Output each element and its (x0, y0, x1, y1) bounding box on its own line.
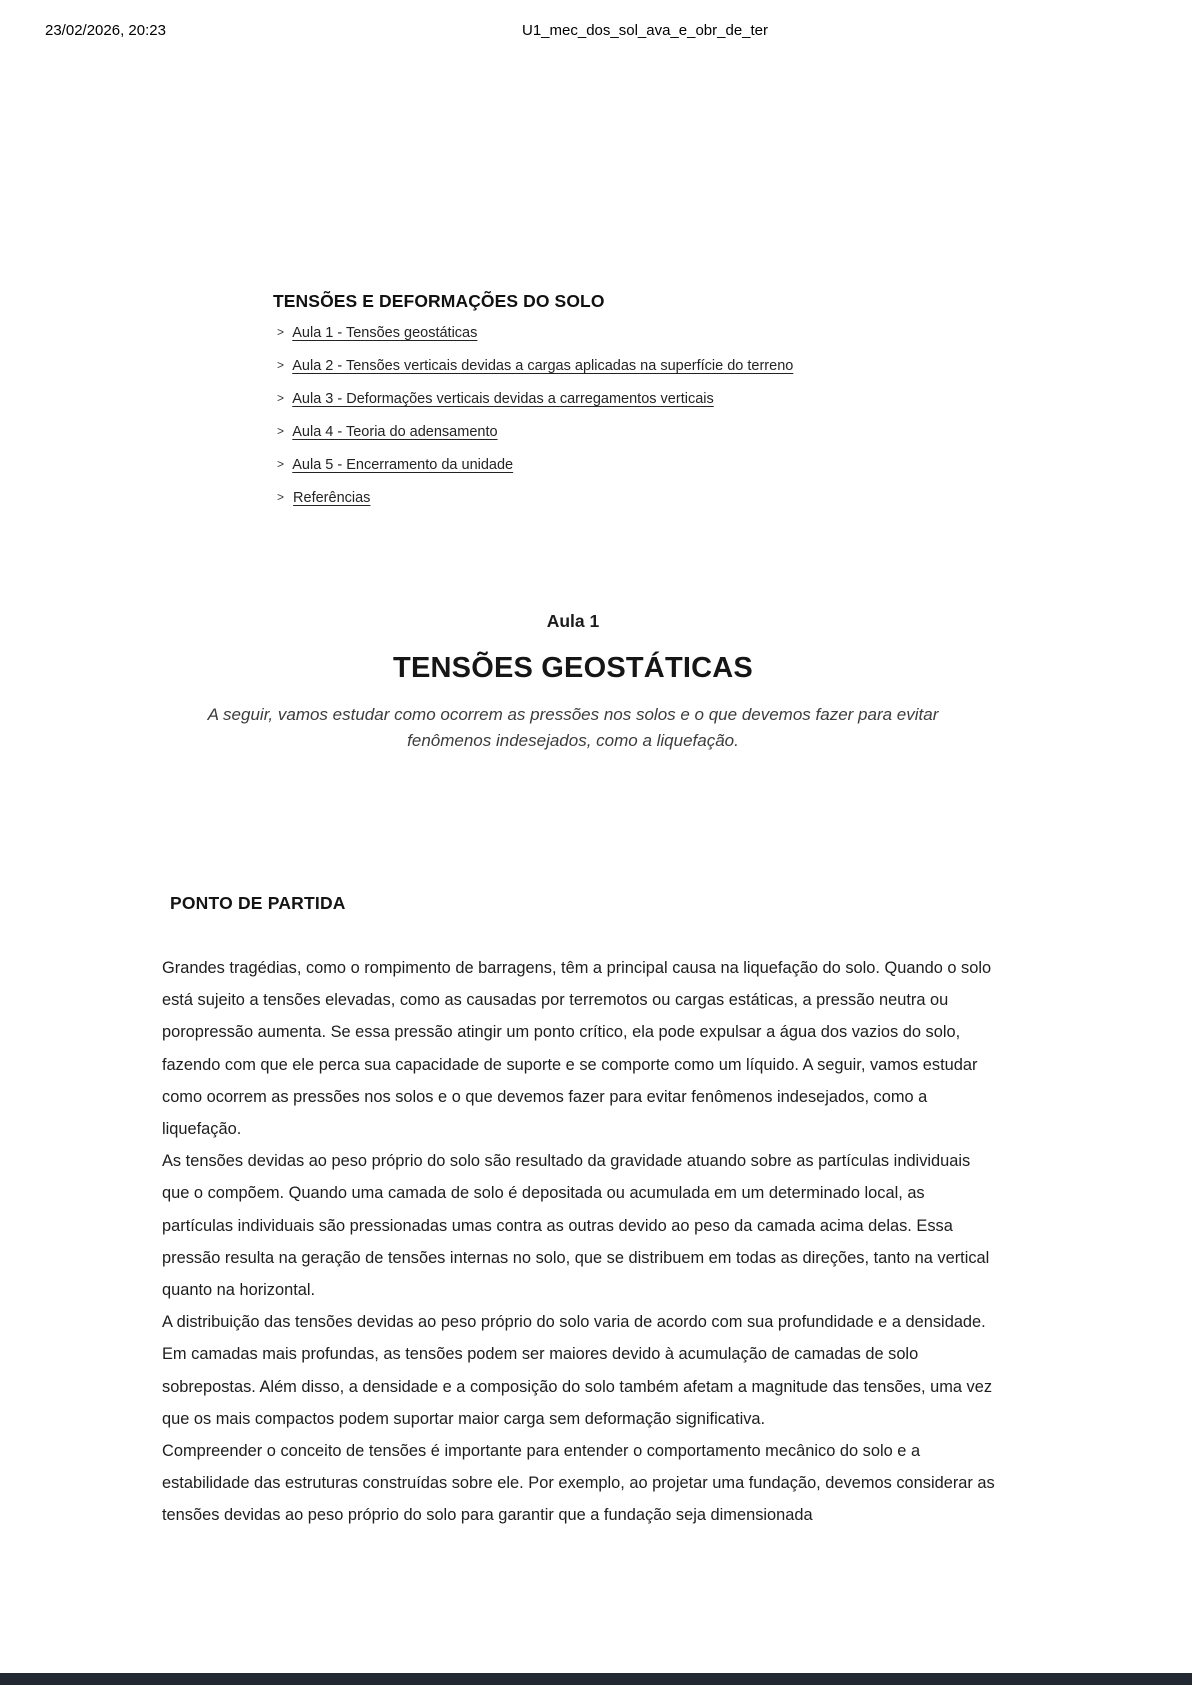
table-of-contents (273, 291, 973, 522)
toc-item-aula-2 (277, 357, 973, 375)
body-paragraph-4: Compreender o conceito de tensões é importante para entender o comportamento mecânico do solo e a estabilidade das estruturas construídas sobre ele. Por exemplo, ao projetar uma fundação, devemos considerar as tensões devidas ao peso próprio do solo para garantir que a fundação seja dimensionada (162, 1442, 995, 1525)
print-timestamp: 23/02/2026, 20:23 (45, 22, 166, 39)
toc-link-aula-1[interactable]: Aula 1 - Tensões geostáticas (292, 325, 478, 341)
toc-link-referencias[interactable]: Referências (293, 490, 371, 506)
body-paragraph-2: As tensões devidas ao peso próprio do solo são resultado da gravidade atuando sobre as partículas individuais que o compõem. Quando uma camada de solo é depositada ou acumulada em um determinado local, as partículas individuais são pressionadas umas contra as outras devido ao peso da camada acima delas. Essa pressão resulta na geração de tensões internas no solo, que se distribuem em todas as direções, tanto na vertical quanto na horizontal. (162, 1152, 990, 1300)
toc-item-aula-4 (277, 423, 973, 441)
print-header (0, 22, 1192, 42)
lesson-kicker: Aula 1 (546, 611, 600, 631)
lesson-lede: A seguir, vamos estudar como ocorrem as pressões nos solos e o que devemos fazer para evitar fenômenos indesejados, como a liquefação. (207, 705, 939, 750)
body-paragraph-1: Grandes tragédias, como o rompimento de barragens, têm a principal causa na liquefação do solo. Quando o solo está sujeito a tensões elevadas, como as causadas por terremotos ou cargas estáticas, a pressão neutra ou poropressão aumenta. Se essa pressão atingir um ponto crítico, ela pode expulsar a água dos vazios do solo, fazendo com que ele perca sua capacidade de suporte e se comporte como um líquido. A seguir, vamos estudar como ocorrem as pressões nos solos e o que devemos fazer para evitar fenômenos indesejados, como a liquefação. (162, 959, 992, 1139)
toc-item-referencias (277, 489, 973, 507)
chevron-right-icon: > (277, 358, 285, 372)
body-paragraph-3: A distribuição das tensões devidas ao peso próprio do solo varia de acordo com sua profundidade e a densidade. Em camadas mais profundas, as tensões podem ser maiores devido à acumulação de camadas de solo sobrepostas. Além disso, a densidade e a composição do solo também afetam a magnitude das tensões, uma vez que os mais compactos podem suportar maior carga sem deformação significativa. (162, 1313, 993, 1428)
toc-item-aula-3 (277, 390, 973, 408)
chevron-right-icon: > (277, 457, 285, 471)
lesson-title: TENSÕES GEOSTÁTICAS (393, 652, 753, 684)
toc-item-aula-1 (277, 324, 973, 342)
next-section-banner-edge (0, 1673, 1192, 1685)
toc-link-aula-3[interactable]: Aula 3 - Deformações verticais devidas a carregamentos verticais (292, 391, 714, 407)
toc-item-aula-5 (277, 456, 973, 474)
section-heading: PONTO DE PARTIDA (170, 893, 346, 913)
toc-title: TENSÕES E DEFORMAÇÕES DO SOLO (273, 291, 605, 311)
chevron-right-icon: > (277, 325, 285, 339)
print-doc-title: U1_mec_dos_sol_ava_e_obr_de_ter (522, 22, 769, 39)
lesson-header (162, 611, 984, 754)
chevron-right-icon: > (277, 424, 285, 438)
chevron-right-icon: > (277, 490, 285, 504)
toc-link-aula-5[interactable]: Aula 5 - Encerramento da unidade (292, 457, 514, 473)
chevron-right-icon: > (277, 391, 285, 405)
toc-link-aula-2[interactable]: Aula 2 - Tensões verticais devidas a cargas aplicadas na superfície do terreno (292, 358, 794, 374)
lesson-body (162, 893, 998, 1532)
toc-link-aula-4[interactable]: Aula 4 - Teoria do adensamento (292, 424, 498, 440)
